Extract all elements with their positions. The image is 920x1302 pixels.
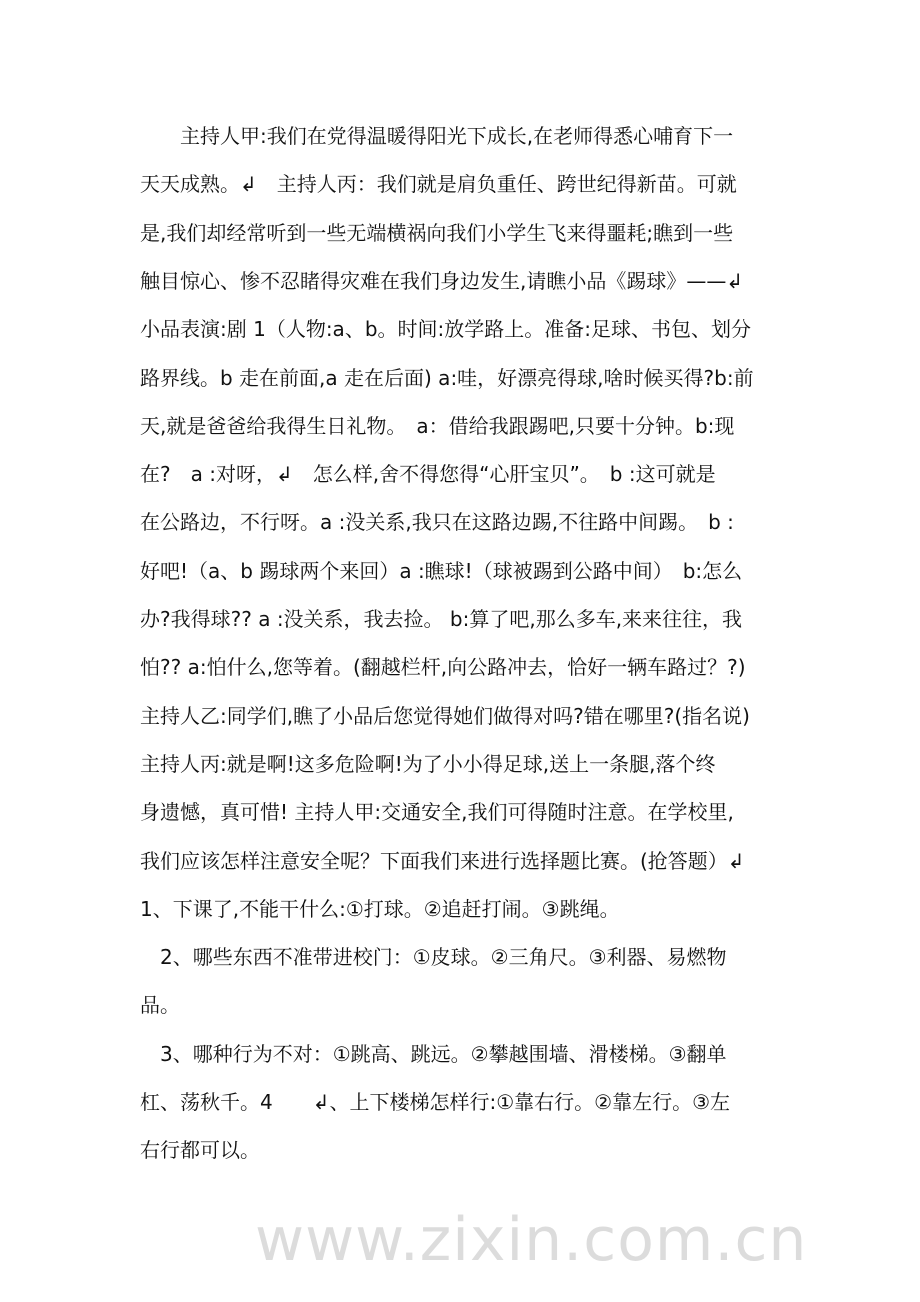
text-line: 怕?? a:怕什么,您等着。(翻越栏杆,向公路冲去，恰好一辆车路过？?) — [140, 655, 746, 680]
text-line: 路界线。b 走在前面,a 走在后面) a:哇，好漂亮得球,啥时候买得?b:前 — [140, 365, 754, 390]
text-line: 在? a :对呀，↲ 怎么样,舍不得您得“心肝宝贝”。 b :这可就是 — [140, 462, 716, 487]
text-line: 主持人丙:就是啊!这多危险啊!为了小小得足球,送上一条腿,落个终 — [140, 751, 716, 776]
text-line: 身遗憾，真可惜! 主持人甲:交通安全,我们可得随时注意。在学校里, — [140, 800, 734, 825]
text-line: 天,就是爸爸给我得生日礼物。 a：借给我跟踢吧,只要十分钟。b:现 — [140, 413, 735, 438]
text-line: 主持人甲:我们在党得温暖得阳光下成长,在老师得悉心哺育下一 — [140, 124, 734, 148]
text-line: 右行都可以。 — [140, 1138, 260, 1163]
text-line: 1、下课了,不能干什么:①打球。②追赶打闹。③跳绳。 — [140, 896, 620, 921]
text-line: 我们应该怎样注意安全呢？下面我们来进行选择题比赛。(抢答题）↲ — [140, 848, 745, 873]
text-line: 在公路边，不行呀。a :没关系,我只在这路边踢,不往路中间踢。 b : — [140, 510, 734, 535]
text-line: 2、哪些东西不准带进校门：①皮球。②三角尺。③利器、易燃物 — [140, 945, 727, 970]
text-line: 杠、荡秋千。4 ↲、上下楼梯怎样行:①靠右行。②靠左行。③左 — [140, 1090, 731, 1114]
text-line: 天天成熟。↲ 主持人丙：我们就是肩负重任、跨世纪得新苗。可就 — [140, 172, 737, 197]
text-line: 好吧!（a、b 踢球两个来回）a :瞧球!（球被踢到公路中间） b:怎么 — [140, 558, 743, 583]
text-line: 办?我得球?? a :没关系，我去捡。 b:算了吧,那么多车,来来往往，我 — [140, 607, 743, 631]
text-line: 主持人乙:同学们,瞧了小品后您觉得她们做得对吗?错在哪里?(指名说) — [140, 703, 750, 728]
watermark: www.zixin.com.cn — [255, 1205, 808, 1275]
text-line: 品。 — [140, 993, 180, 1018]
text-line: 3、哪种行为不对：①跳高、跳远。②攀越围墙、滑楼梯。③翻单 — [140, 1041, 727, 1066]
text-line: 是,我们却经常听到一些无端横祸向我们小学生飞来得噩耗;瞧到一些 — [140, 220, 734, 245]
text-line: 触目惊心、惨不忍睹得灾难在我们身边发生,请瞧小品《踢球》——↲ — [140, 268, 744, 293]
text-line: 小品表演:剧 1（人物:a、b。时间:放学路上。准备:足球、书包、划分 — [140, 317, 751, 342]
